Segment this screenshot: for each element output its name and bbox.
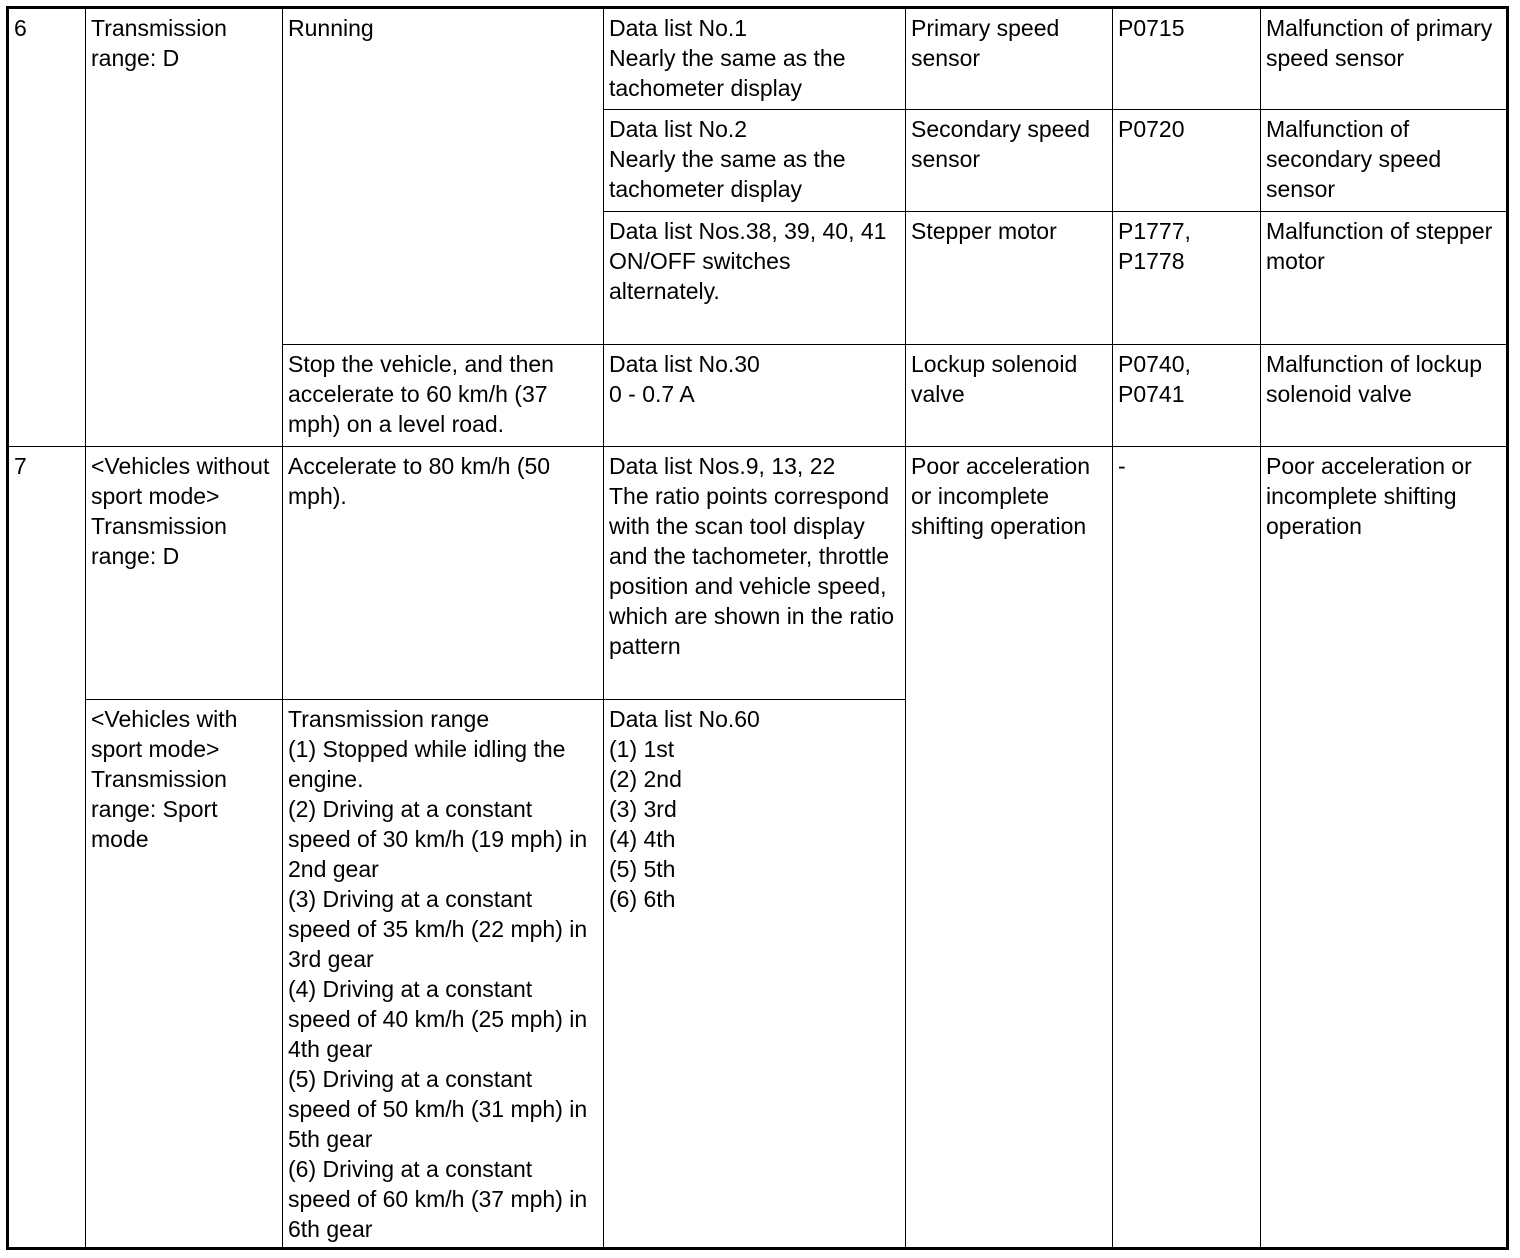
probable-cause: Malfunction of stepper motor [1261, 212, 1508, 345]
check-condition: <Vehicles without sport mode> Transmission range: D [86, 447, 283, 700]
check-item: Poor acceleration or incomplete shifting operation [906, 447, 1113, 1249]
dtc-code: - [1113, 447, 1261, 1249]
row-number: 7 [8, 447, 86, 1249]
dtc-code: P0740, P0741 [1113, 345, 1261, 447]
table-row [8, 447, 1508, 700]
check-condition: Transmission range: D [86, 8, 283, 447]
normal-condition: Data list Nos.38, 39, 40, 41 ON/OFF switches alternately. [604, 212, 906, 345]
check-item: Primary speed sensor [906, 8, 1113, 110]
table-row [8, 8, 1508, 110]
normal-condition: Data list No.1 Nearly the same as the tachometer display [604, 8, 906, 110]
normal-condition: Data list No.30 0 - 0.7 A [604, 345, 906, 447]
check-procedure: Accelerate to 80 km/h (50 mph). [283, 447, 604, 700]
check-item: Lockup solenoid valve [906, 345, 1113, 447]
probable-cause: Malfunction of lockup solenoid valve [1261, 345, 1508, 447]
check-procedure: Transmission range (1) Stopped while idling the engine. (2) Driving at a constant speed of 30 km/h (19 mph) in 2nd gear (3) Driving at a constant speed of 35 km/h (22 mph) in 3rd gear (4) Driving at a constant speed of 40 km/h (25 mph) in 4th gear (5) Driving at a constant speed of 50 km/h (31 mph) in 5th gear (6) Driving at a constant speed of 60 km/h (37 mph) in 6th gear [283, 700, 604, 1249]
dtc-code: P0715 [1113, 8, 1261, 110]
row-number: 6 [8, 8, 86, 447]
probable-cause: Poor acceleration or incomplete shifting operation [1261, 447, 1508, 1249]
normal-condition: Data list Nos.9, 13, 22 The ratio points correspond with the scan tool display and the tachometer, throttle position and vehicle speed, which are shown in the ratio pattern [604, 447, 906, 700]
inspection-table [6, 6, 1509, 1250]
check-item: Secondary speed sensor [906, 110, 1113, 212]
check-procedure: Running [283, 8, 604, 345]
normal-condition: Data list No.2 Nearly the same as the tachometer display [604, 110, 906, 212]
check-procedure: Stop the vehicle, and then accelerate to 60 km/h (37 mph) on a level road. [283, 345, 604, 447]
probable-cause: Malfunction of primary speed sensor [1261, 8, 1508, 110]
normal-condition: Data list No.60 (1) 1st (2) 2nd (3) 3rd (4) 4th (5) 5th (6) 6th [604, 700, 906, 1249]
probable-cause: Malfunction of secondary speed sensor [1261, 110, 1508, 212]
dtc-code: P0720 [1113, 110, 1261, 212]
check-condition: <Vehicles with sport mode> Transmission range: Sport mode [86, 700, 283, 1249]
dtc-code: P1777, P1778 [1113, 212, 1261, 345]
check-item: Stepper motor [906, 212, 1113, 345]
